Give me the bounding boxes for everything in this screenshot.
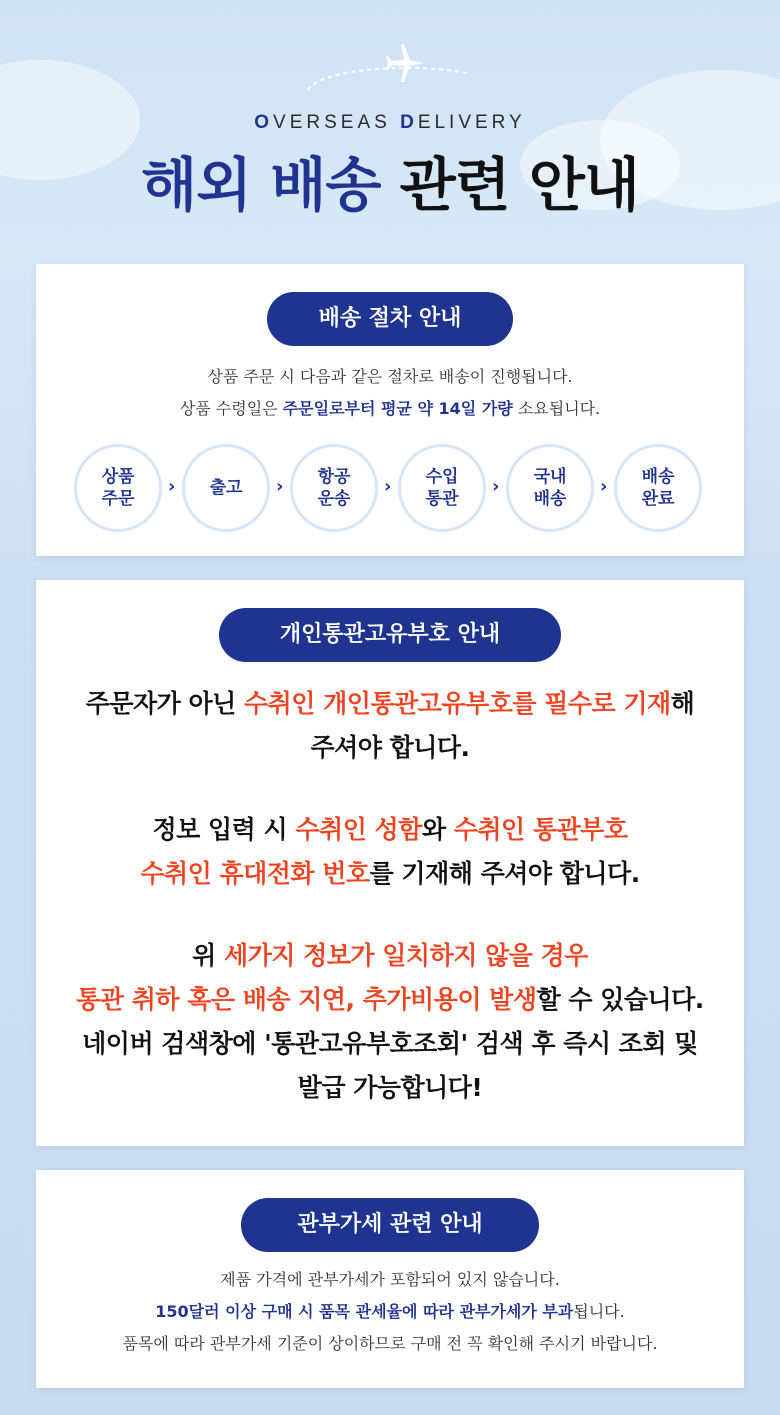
customs-paragraph-1: 주문자가 아닌 수취인 개인통관고유부호를 필수로 기재해 주셔야 합니다. bbox=[85, 689, 695, 762]
chevron-right-icon: › bbox=[384, 476, 392, 497]
procedure-steps bbox=[74, 444, 706, 532]
header-subtitle: OVERSEAS DELIVERY bbox=[254, 112, 526, 133]
chevron-right-icon: › bbox=[600, 476, 608, 497]
vat-card bbox=[36, 1170, 744, 1388]
procedure-line-2: 상품 수령일은 주문일로부터 평균 약 14일 가량 소요됩니다. bbox=[179, 399, 601, 418]
section-pill: 배송 절차 안내 bbox=[267, 292, 513, 346]
section-pill: 개인통관고유부호 안내 bbox=[219, 608, 561, 662]
page-title: 해외 배송 관련 안내 bbox=[141, 151, 639, 219]
step-delivery-complete: 배송 완료 bbox=[614, 444, 702, 532]
chevron-right-icon: › bbox=[492, 476, 500, 497]
step-import-customs: 수입 통관 bbox=[398, 444, 486, 532]
chevron-right-icon: › bbox=[276, 476, 284, 497]
customs-paragraph-2: 정보 입력 시 수취인 성함와 수취인 통관부호 수취인 휴대전화 번호를 기재해 주셔야 합니다. bbox=[140, 815, 640, 888]
customs-code-card bbox=[36, 580, 744, 1146]
step-release: 출고 bbox=[182, 444, 270, 532]
flight-path bbox=[300, 58, 480, 98]
section-pill: 관부가세 관련 안내 bbox=[241, 1198, 539, 1252]
step-order: 상품 주문 bbox=[74, 444, 162, 532]
step-domestic-delivery: 국내 배송 bbox=[506, 444, 594, 532]
vat-line-3: 품목에 따라 관부가세 기준이 상이하므로 구매 전 꼭 확인해 주시기 바랍니다. bbox=[122, 1334, 658, 1353]
chevron-right-icon: › bbox=[168, 476, 176, 497]
delivery-procedure-card bbox=[36, 264, 744, 556]
vat-line-1: 제품 가격에 관부가세가 포함되어 있지 않습니다. bbox=[220, 1270, 560, 1289]
customs-paragraph-3: 위 세가지 정보가 일치하지 않을 경우 통관 취하 혹은 배송 지연, 추가비용이 발생할 수 있습니다. 네이버 검색창에 '통관고유부호조회' 검색 후 즉시 조회 및 발급 가능합니다! bbox=[76, 941, 704, 1102]
procedure-line-1: 상품 주문 시 다음과 같은 절차로 배송이 진행됩니다. bbox=[207, 367, 573, 386]
step-air-transport: 항공 운송 bbox=[290, 444, 378, 532]
vat-line-2: 150달러 이상 구매 시 품목 관세율에 따라 관부가세가 부과됩니다. bbox=[155, 1302, 625, 1321]
